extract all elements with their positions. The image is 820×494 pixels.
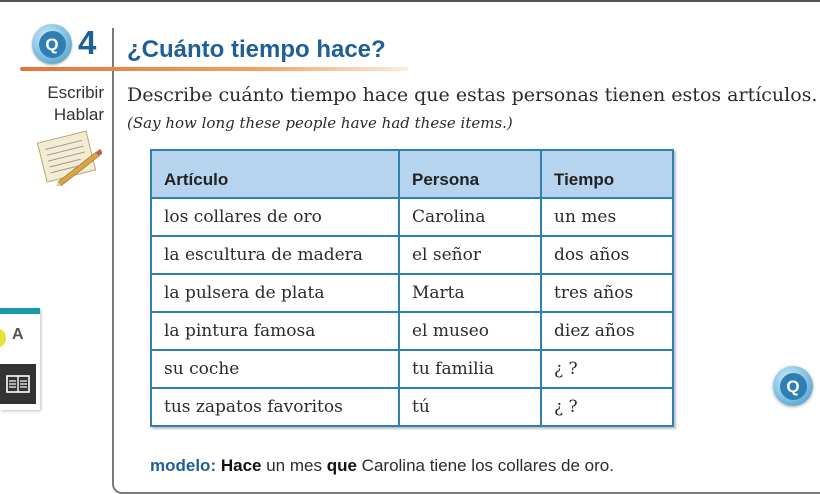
highlight-dot-icon[interactable]: [0, 328, 6, 348]
skill-speaking: Hablar: [53, 105, 104, 124]
reader-tool-panel: [0, 308, 40, 410]
cell-tiempo: tres años: [541, 274, 673, 312]
skill-writing: Escribir: [47, 83, 104, 102]
layout-toggle-button[interactable]: [0, 364, 36, 404]
model-rest: Carolina tiene los collares de oro.: [361, 456, 614, 475]
cell-tiempo: ¿ ?: [541, 388, 673, 426]
activity-number: 4: [78, 24, 97, 61]
model-label: modelo:: [150, 456, 217, 475]
quiz-badge-icon[interactable]: [32, 24, 72, 64]
cell-articulo: su coche: [151, 350, 399, 388]
cell-persona: Carolina: [399, 198, 541, 236]
skill-labels: [20, 82, 104, 126]
quiz-button-icon[interactable]: [773, 366, 813, 406]
header-articulo: Artículo: [151, 150, 399, 198]
model-time: un mes: [266, 456, 322, 475]
instruction-text: Describe cuánto tiempo hace que estas personas tienen estos artículos.: [127, 84, 818, 106]
top-rule: [0, 0, 820, 2]
cell-persona: tu familia: [399, 350, 541, 388]
cell-persona: el museo: [399, 312, 541, 350]
tool-panel-accent: [0, 308, 40, 314]
model-hace: Hace: [220, 456, 262, 475]
header-persona: Persona: [399, 150, 541, 198]
vertical-divider: [112, 28, 114, 188]
header-tiempo: Tiempo: [541, 150, 673, 198]
quiz-badge-letter: Q: [39, 31, 66, 58]
instruction-translation: (Say how long these people have had these items.): [127, 114, 513, 132]
cell-articulo: la pintura famosa: [151, 312, 399, 350]
model-que: que: [326, 456, 357, 475]
notepad-pencil-icon: [36, 130, 102, 186]
cell-tiempo: ¿ ?: [541, 350, 673, 388]
cell-articulo: los collares de oro: [151, 198, 399, 236]
cell-tiempo: dos años: [541, 236, 673, 274]
layout-icon: [6, 375, 30, 393]
activity-title: ¿Cuánto tiempo hace?: [127, 36, 386, 63]
activity-frame: [112, 188, 820, 494]
cell-tiempo: un mes: [541, 198, 673, 236]
cell-persona: el señor: [399, 236, 541, 274]
cell-articulo: la pulsera de plata: [151, 274, 399, 312]
text-size-button[interactable]: A: [12, 326, 24, 343]
cell-persona: tú: [399, 388, 541, 426]
cell-articulo: tus zapatos favoritos: [151, 388, 399, 426]
cell-persona: Marta: [399, 274, 541, 312]
quiz-button-letter: Q: [780, 373, 807, 400]
title-underline: [20, 67, 408, 71]
cell-tiempo: diez años: [541, 312, 673, 350]
cell-articulo: la escultura de madera: [151, 236, 399, 274]
